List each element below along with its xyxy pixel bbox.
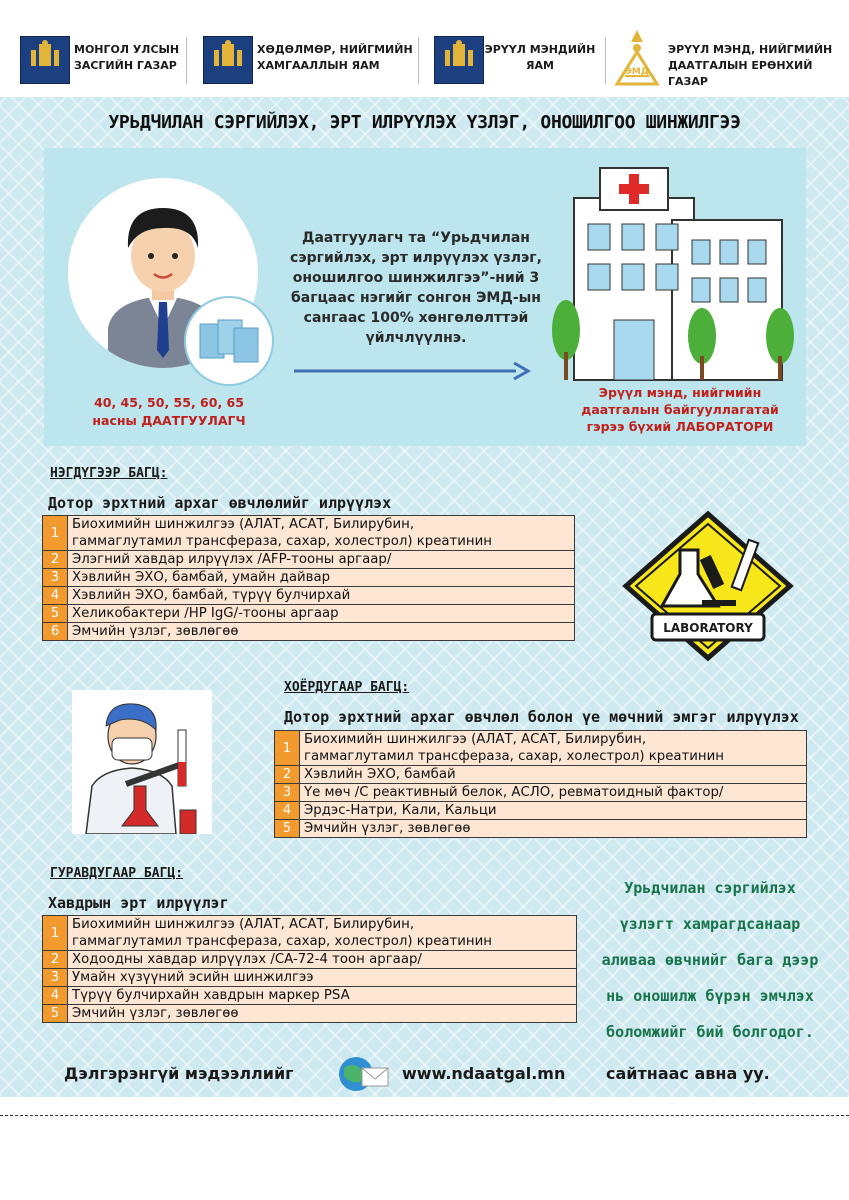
table-row: 4 Түрүү булчирхайн хавдрын маркер PSA xyxy=(43,987,577,1005)
table-row: 6 Эмчийн үзлэг, зөвлөгөө xyxy=(43,623,575,641)
package-1-heading: НЭГДҮГЭЭР БАГЦ: xyxy=(50,466,168,481)
org-name-government: МОНГОЛ УЛСЫН ЗАСГИЙН ГАЗАР xyxy=(74,43,180,72)
header-divider xyxy=(186,38,187,84)
table-row: 5 Хеликобактери /HP IgG/-тооны аргаар xyxy=(43,605,575,623)
header-divider xyxy=(418,38,419,84)
package-2-subtitle: Дотор эрхтний архаг өвчлөл болон үе мөчний эмгэг илрүүлэх xyxy=(284,708,799,726)
page-title: УРЬДЧИЛАН СЭРГИЙЛЭХ, ЭРТ ИЛРҮҮЛЭХ ҮЗЛЭГ, ОНОШИЛГОО ШИНЖИЛГЭЭ xyxy=(108,112,741,133)
table-row: 3 Үе мөч /С реактивный белок, АСЛО, ревматоидный фактор/ xyxy=(275,784,807,802)
table-row: 4 Хэвлийн ЭХО, бамбай, түрүү булчирхай xyxy=(43,587,575,605)
package-2-table xyxy=(274,730,807,838)
header-bar xyxy=(0,0,849,97)
table-row: 2 Ходоодны хавдар илрүүлэх /CA-72-4 тоон аргаар/ xyxy=(43,951,577,969)
globe-mail-icon xyxy=(338,1054,390,1094)
cut-line xyxy=(0,1115,849,1116)
table-row: 5 Эмчийн үзлэг, зөвлөгөө xyxy=(275,820,807,838)
insurance-book-icon xyxy=(186,298,272,384)
laboratory-caption: Эрүүл мэнд, нийгмийн даатгалын байгууллагатай гэрээ бүхий ЛАБОРАТОРИ xyxy=(581,385,779,434)
org-name-labor-ministry: ХӨДӨЛМӨР, НИЙГМИЙН ХАМГААЛЛЫН ЯАМ xyxy=(257,43,413,72)
arrow-right-icon xyxy=(292,360,532,382)
org-name-health-ministry: ЭРҮҮЛ МЭНДИЙН ЯАМ xyxy=(484,43,596,72)
table-row: 5 Эмчийн үзлэг, зөвлөгөө xyxy=(43,1005,577,1023)
lab-scientist-illustration xyxy=(72,690,212,834)
package-3-subtitle: Хавдрын эрт илрүүлэг xyxy=(48,894,229,912)
labor-ministry-logo xyxy=(203,36,253,84)
prevention-note: Урьдчилан сэргийлэх үзлэгт хамрагдсанаар аливаа өвчнийг бага дээр нь оношилж бүрэн эмчлэх боломжийг бий болгодог. xyxy=(601,879,819,1041)
table-row: 3 Хэвлийн ЭХО, бамбай, умайн дайвар xyxy=(43,569,575,587)
footer-more-info: Дэлгэрэнгүй мэдээллийг xyxy=(64,1064,294,1083)
table-row: 1 Биохимийн шинжилгээ (АЛАТ, АСАТ, Билирубин, гаммаглутамил трансфераза, сахар, холестрол) креатинин xyxy=(43,516,575,551)
table-row: 2 Хэвлийн ЭХО, бамбай xyxy=(275,766,807,784)
laboratory-sign-icon xyxy=(622,510,794,662)
footer-site-text: сайтнаас авна уу. xyxy=(606,1064,770,1083)
footer-website-link[interactable]: www.ndaatgal.mn xyxy=(402,1064,566,1083)
package-1-table xyxy=(42,515,575,641)
table-row: 1 Биохимийн шинжилгээ (АЛАТ, АСАТ, Билирубин, гаммаглутамил трансфераза, сахар, холестрол) креатинин xyxy=(43,916,577,951)
svg-text:ЭМД: ЭМД xyxy=(625,67,649,77)
banner-description: Даатгуулагч та “Урьдчилан сэргийлэх, эрт илрүүлэх үзлэг, оношилгоо шинжилгээ”-ний 3 багцаас нэгийг сонгон ЭМД-ын сангаас 100% хөнгөлөлттэй үйлчлүүлнэ. xyxy=(290,230,542,346)
table-row: 2 Элэгний хавдар илрүүлэх /AFP-тооны аргаар/ xyxy=(43,551,575,569)
package-3-heading: ГУРАВДУГААР БАГЦ: xyxy=(50,866,184,881)
soyombo-icon xyxy=(27,40,63,70)
package-3-table xyxy=(42,915,577,1023)
table-row: 1 Биохимийн шинжилгээ (АЛАТ, АСАТ, Билирубин, гаммаглутамил трансфераза, сахар, холестрол) креатинин xyxy=(275,731,807,766)
package-2-heading: ХОЁРДУГААР БАГЦ: xyxy=(284,680,410,695)
soyombo-icon xyxy=(441,40,477,70)
table-row: 4 Эрдэс-Натри, Кали, Кальци xyxy=(275,802,807,820)
header-divider xyxy=(605,38,606,84)
health-ministry-logo xyxy=(434,36,484,84)
insurance-agency-logo xyxy=(613,28,661,86)
insured-age-caption: 40, 45, 50, 55, 60, 65 насны ДААТГУУЛАГЧ xyxy=(92,395,246,428)
soyombo-icon xyxy=(210,40,246,70)
government-logo xyxy=(20,36,70,84)
insurance-card-circle xyxy=(184,296,274,386)
laboratory-sign-label: LABORATORY xyxy=(663,621,753,635)
hospital-icon xyxy=(552,160,800,384)
package-1-subtitle: Дотор эрхтний архаг өвчлөлийг илрүүлэх xyxy=(48,494,392,512)
table-row: 3 Умайн хүзүүний эсийн шинжилгээ xyxy=(43,969,577,987)
org-name-insurance-agency: ЭРҮҮЛ МЭНД, НИЙГМИЙН ДААТГАЛЫН ЕРӨНХИЙ ГАЗАР xyxy=(668,43,833,88)
